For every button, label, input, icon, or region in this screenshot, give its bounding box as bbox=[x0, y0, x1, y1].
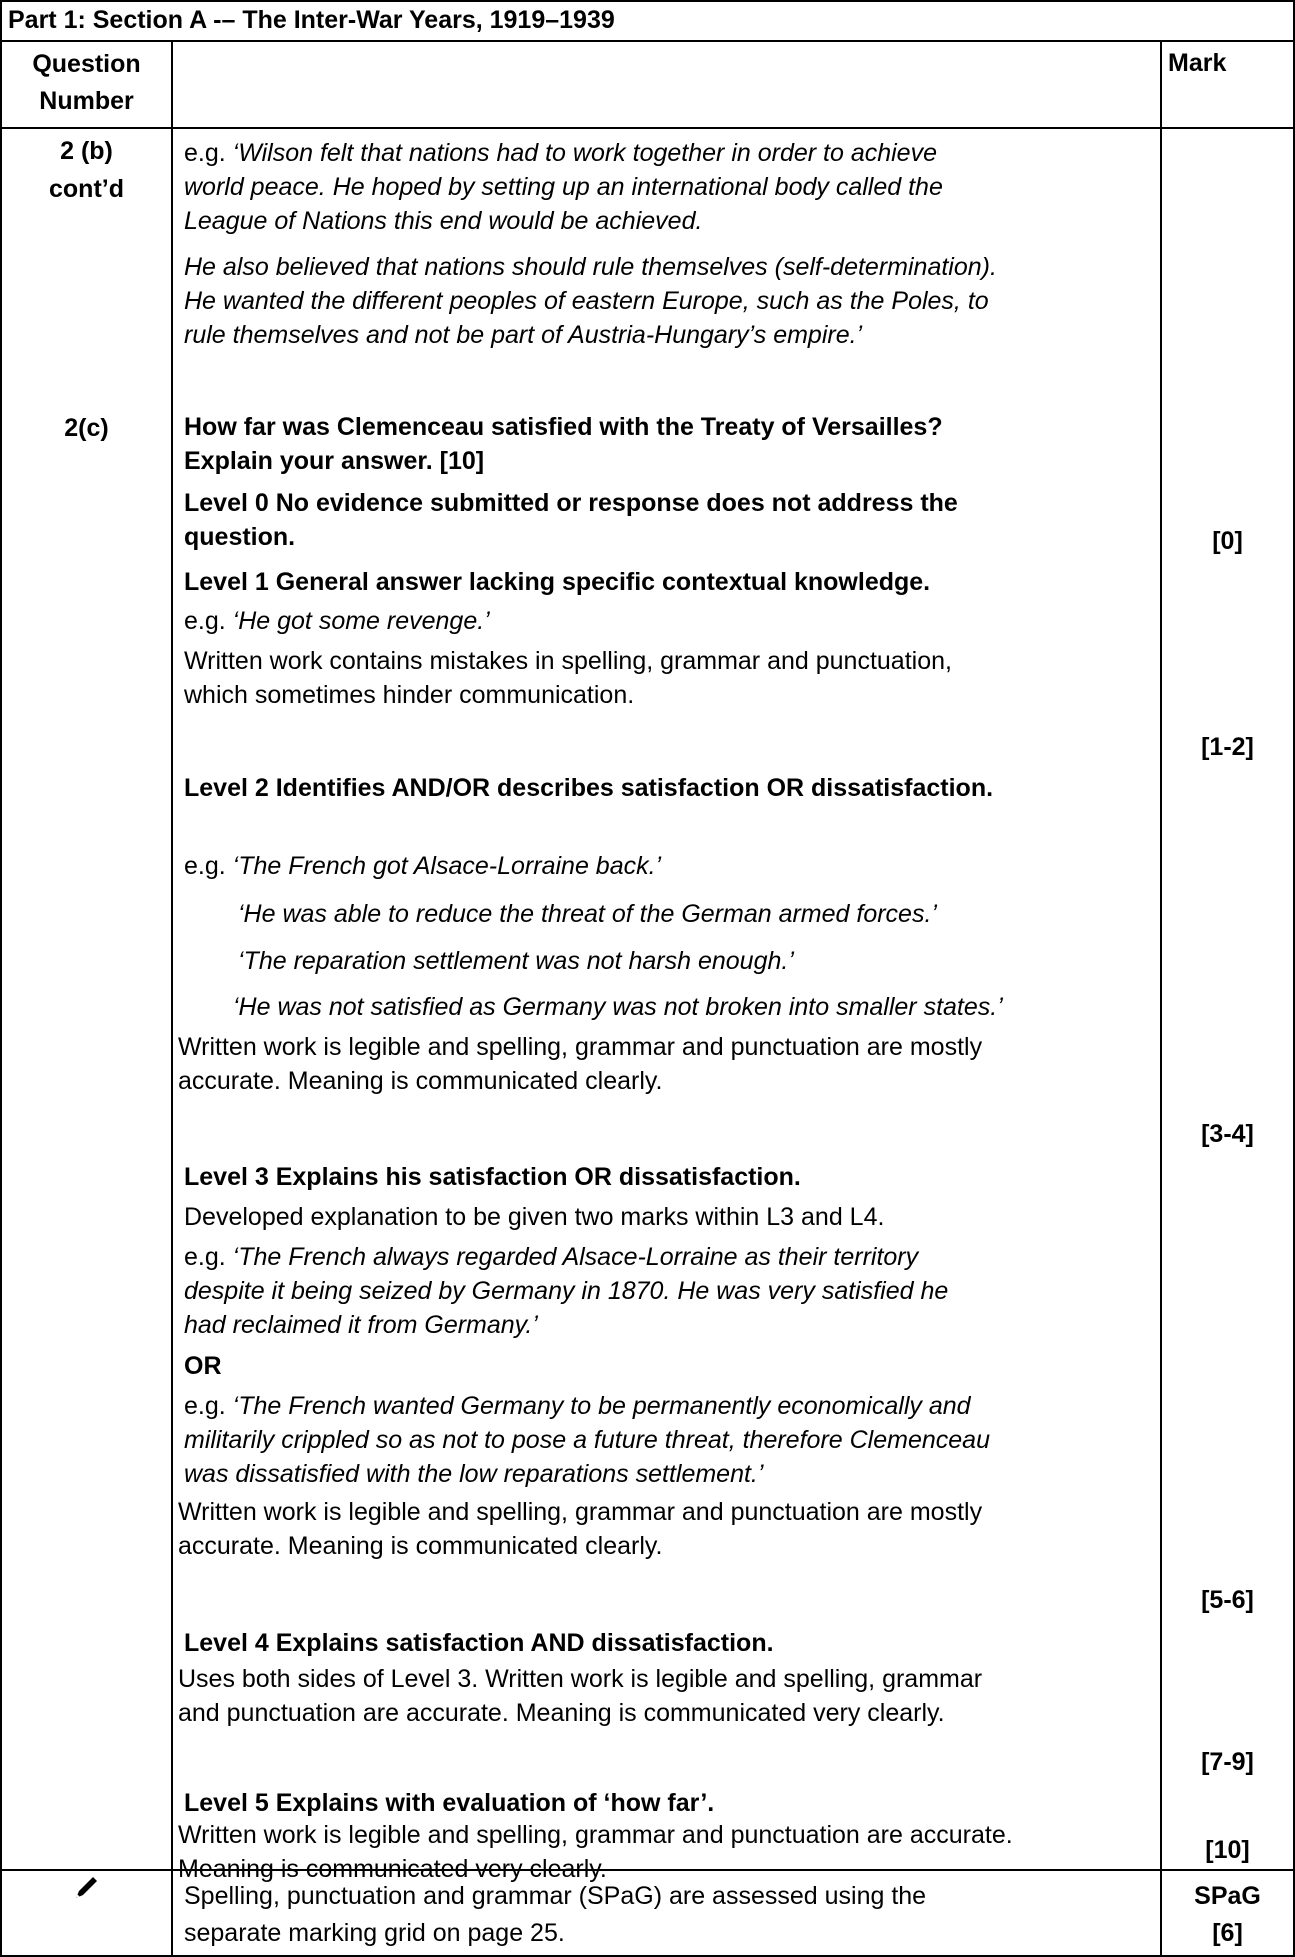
q2b-quote2 bbox=[184, 250, 997, 352]
level5-text bbox=[178, 1800, 1013, 1886]
level3-note: Developed explanation to be given two marks within L3 and L4. bbox=[184, 1203, 885, 1231]
level0-descriptor bbox=[184, 486, 958, 554]
level4-descriptor: Level 4 Explains satisfaction AND dissatisfaction. bbox=[184, 1629, 774, 1657]
level1-eg-quote: ‘He got some revenge.’ bbox=[232, 607, 490, 635]
level2-example-3: ‘The reparation settlement was not harsh enough.’ bbox=[238, 947, 794, 975]
question-number-header bbox=[2, 46, 171, 120]
level2-example-1 bbox=[184, 849, 661, 883]
level3-example-1 bbox=[184, 1240, 948, 1342]
level2-example-4: ‘He was not satisfied as Germany was not broken into smaller states.’ bbox=[233, 993, 1003, 1021]
level5-descriptor: Level 5 Explains with evaluation of ‘how far’. bbox=[184, 1789, 715, 1817]
spag-note bbox=[184, 1878, 926, 1952]
question-number-2c: 2(c) bbox=[64, 414, 109, 442]
level5-mark: [10] bbox=[1205, 1836, 1250, 1864]
section-title: Part 1: Section A -– The Inter-War Years, 1919–1939 bbox=[8, 6, 615, 34]
q2b-quote2-line: rule themselves and not be part of Austria-Hungary’s empire.’ bbox=[184, 321, 863, 349]
level2-spag-line: Written work is legible and spelling, grammar and punctuation are mostly bbox=[178, 1033, 983, 1061]
q2b-quote2-line: He also believed that nations should rule themselves (self-determination). bbox=[184, 253, 997, 281]
level5-text-line: Meaning is communicated very clearly. bbox=[178, 1855, 607, 1883]
q2b-quote2-line: He wanted the different peoples of eastern Europe, such as the Poles, to bbox=[184, 287, 989, 315]
level1-spag-line: which sometimes hinder communication. bbox=[184, 681, 635, 709]
mark-header: Mark bbox=[1168, 49, 1227, 77]
spag-mark bbox=[1162, 1878, 1293, 1952]
level0-line: Level 0 No evidence submitted or response does not address the bbox=[184, 489, 958, 517]
q2b-quote1 bbox=[184, 136, 943, 238]
q2b-number: 2 (b) bbox=[60, 137, 113, 165]
q2b-quote1-line: ‘Wilson felt that nations had to work together in order to achieve bbox=[232, 139, 937, 167]
level2-eg-prefix: e.g. bbox=[184, 852, 233, 880]
question-number-2b bbox=[2, 132, 171, 208]
level2-mark: [3-4] bbox=[1201, 1120, 1254, 1148]
level1-descriptor: Level 1 General answer lacking specific contextual knowledge. bbox=[184, 568, 931, 596]
q2c-question-line: Explain your answer. [10] bbox=[184, 447, 485, 475]
q2b-quote1-line: League of Nations this end would be achieved. bbox=[184, 207, 703, 235]
question-header-line2: Number bbox=[39, 87, 134, 115]
level3-descriptor: Level 3 Explains his satisfaction OR dissatisfaction. bbox=[184, 1163, 801, 1191]
q2c-question-line: How far was Clemenceau satisfied with the Treaty of Versailles? bbox=[184, 413, 943, 441]
level3-eg1-line: ‘The French always regarded Alsace-Lorraine as their territory bbox=[232, 1243, 919, 1271]
level2-spag-line: accurate. Meaning is communicated clearly. bbox=[178, 1067, 663, 1095]
level3-or: OR bbox=[184, 1352, 222, 1380]
level1-spag bbox=[184, 644, 952, 712]
pencil-icon bbox=[72, 1874, 100, 1902]
question-header-line1: Question bbox=[32, 50, 141, 78]
level2-example-2: ‘He was able to reduce the threat of the German armed forces.’ bbox=[238, 900, 937, 928]
level3-example-2 bbox=[184, 1389, 990, 1491]
level3-eg1-line: despite it being seized by Germany in 1870. He was very satisfied he bbox=[184, 1277, 949, 1305]
level4-text bbox=[178, 1662, 982, 1730]
level2-eg-quote: ‘The French got Alsace-Lorraine back.’ bbox=[232, 852, 662, 880]
spag-mark-label: SPaG bbox=[1194, 1882, 1261, 1910]
level4-text-line: and punctuation are accurate. Meaning is communicated very clearly. bbox=[178, 1699, 945, 1727]
level3-spag-line: Written work is legible and spelling, grammar and punctuation are mostly bbox=[178, 1498, 983, 1526]
level4-text-line: Uses both sides of Level 3. Written work is legible and spelling, grammar bbox=[178, 1665, 983, 1693]
q2b-quote1-line: world peace. He hoped by setting up an international body called the bbox=[184, 173, 943, 201]
q2b-eg-prefix: e.g. bbox=[184, 139, 233, 167]
level3-mark: [5-6] bbox=[1201, 1586, 1254, 1614]
level3-spag-line: accurate. Meaning is communicated clearly. bbox=[178, 1532, 663, 1560]
level3-eg2-line: ‘The French wanted Germany to be permanently economically and bbox=[232, 1392, 971, 1420]
spag-note-line: separate marking grid on page 25. bbox=[184, 1919, 565, 1947]
q2c-question bbox=[184, 410, 943, 478]
level1-mark: [1-2] bbox=[1201, 733, 1254, 761]
spag-note-line: Spelling, punctuation and grammar (SPaG) are assessed using the bbox=[184, 1882, 927, 1910]
level5-text-line: Written work is legible and spelling, grammar and punctuation are accurate. bbox=[178, 1821, 1013, 1849]
level3-eg1-line: had reclaimed it from Germany.’ bbox=[184, 1311, 538, 1339]
level2-spag bbox=[178, 1030, 982, 1098]
level0-line: question. bbox=[184, 523, 296, 551]
level1-example bbox=[184, 604, 490, 638]
level3-eg2-line: was dissatisfied with the low reparations settlement.’ bbox=[184, 1460, 764, 1488]
level2-descriptor: Level 2 Identifies AND/OR describes satisfaction OR dissatisfaction. bbox=[184, 774, 994, 802]
q2b-contd: cont’d bbox=[49, 175, 124, 203]
level3-eg-prefix: e.g. bbox=[184, 1243, 233, 1271]
level3-spag bbox=[178, 1495, 982, 1563]
level1-eg-prefix: e.g. bbox=[184, 607, 233, 635]
level0-mark: [0] bbox=[1212, 527, 1243, 555]
level1-spag-line: Written work contains mistakes in spelling, grammar and punctuation, bbox=[184, 647, 952, 675]
spag-mark-value: [6] bbox=[1212, 1919, 1243, 1947]
level3-eg2-line: militarily crippled so as not to pose a future threat, therefore Clemenceau bbox=[184, 1426, 990, 1454]
level3-eg-prefix: e.g. bbox=[184, 1392, 233, 1420]
level4-mark: [7-9] bbox=[1201, 1748, 1254, 1776]
